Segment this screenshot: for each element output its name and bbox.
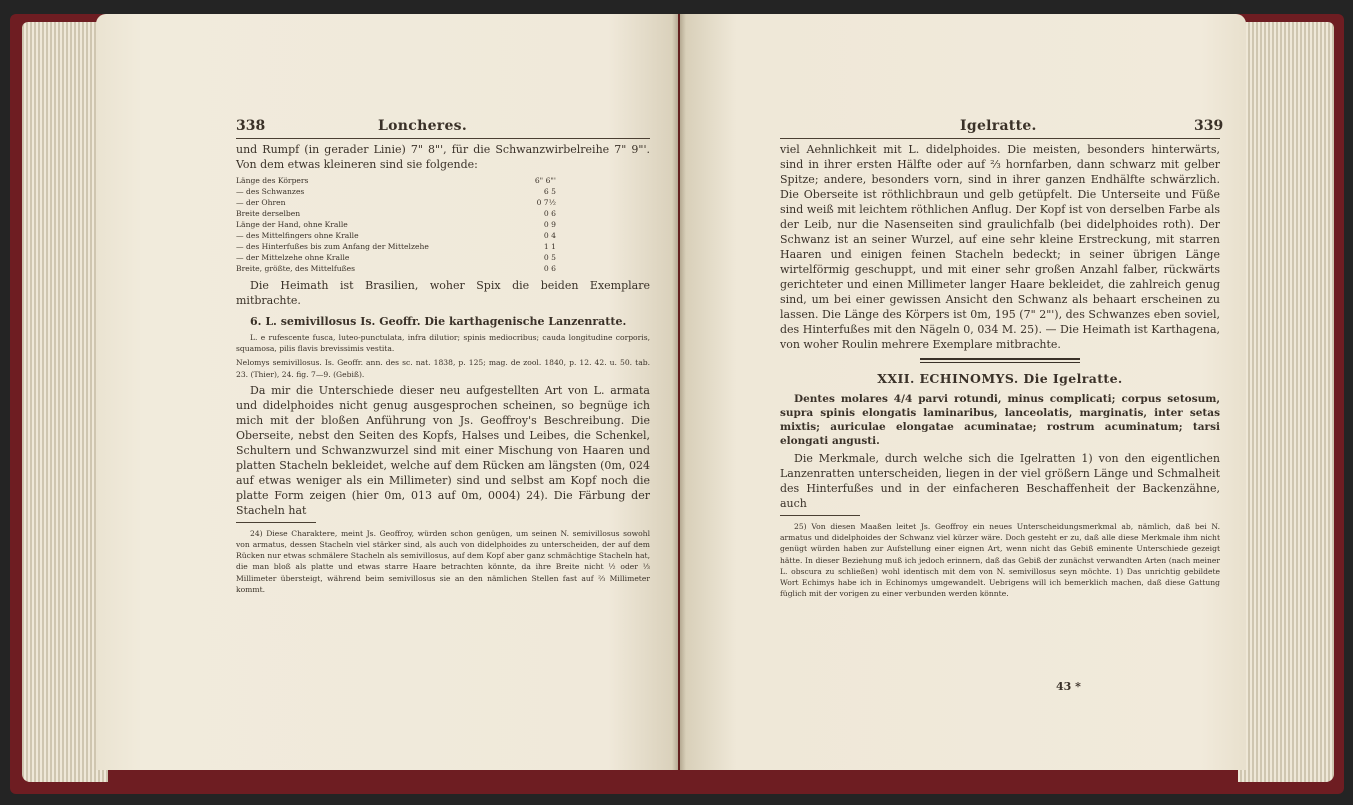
measurement-intro: und Rumpf (in gerader Linie) 7" 8"', für die Schwanzwirbelreihe 7" 9"'. Von dem etwas kleineren sind sie folgende: (236, 143, 650, 171)
measurement-row: Breite derselben 0 6 (236, 209, 556, 218)
left-running-head: Loncheres. (378, 118, 468, 134)
chapter-heading: XXII. ECHINOMYS. Die Igelratte. (877, 371, 1123, 386)
synonym-citation: Nelomys semivillosus. Is. Geoffr. ann. des sc. nat. 1838, p. 125; mag. de zool. 1840, p. 12. 42. u. 50. tab. 23. (Thier), 24. fig. 7—9. (Gebiß). (236, 358, 650, 379)
heimath-paragraph: Die Heimath ist Brasilien, woher Spix die beiden Exemplare mitbrachte. (236, 279, 650, 307)
right-text-block (780, 142, 1220, 602)
measurement-row: — des Schwanzes 6 5 (236, 187, 556, 196)
measurement-table (236, 175, 556, 274)
left-footnote-rule (236, 522, 316, 523)
latin-diagnosis: L. e rufescente fusca, luteo-punctulata, infra dilutior; spinis mediocribus; cauda longitudine corporis, squamosa, pilis flavis brevissimis vestita. (236, 333, 650, 354)
measurement-row: — des Mittelfingers ohne Kralle 0 4 (236, 231, 556, 240)
left-footnote: 24) Diese Charaktere, meint Js. Geoffroy, würden schon genügen, um seinen N. semivillosus sowohl von armatus, dessen Stacheln viel stärker sind, als auch von didelphoides zu unterscheiden, der auf dem Rücken nur etwas schmälere Stacheln als semivillosus, auf dem Kopf aber ganz schmächtige Stacheln hat, die man bloß als platte und etwas starre Haare betrachten könnte, da ihre Breite nicht ½ oder ⅓ Millimeter übersteigt, während beim semivillosus sie an den nämlichen Stellen fast auf ⅔ Millimeter kommt. (236, 528, 650, 594)
right-paragraph-1: viel Aehnlichkeit mit L. didelphoides. Die meisten, besonders hinterwärts, sind in ihrer ersten Hälfte oder auf ⅔ hornfarben, dann schwarz mit gelber Spitze; andere, besonders vorn, sind in ihrer ganzen Endhälfte schwärzlich. Die Oberseite ist röthlichbraun und gelb getüpfelt. Die Unterseite und Füße sind weiß mit leichtem röthlichen Anflug. Der Kopf ist von derselben Farbe als der Leib, nur die Nasenseiten sind graulichfalb (bei didelphoides roth). Der Schwanz ist an seiner Wurzel, auf eine sehr kleine Erstreckung, mit starren Haaren und einigen feinen Stacheln bedeckt; in seiner übrigen Länge wirtelförmig geschuppt, und mit einer sehr großen Anzahl falber, rückwärts gerichteter und einen Millimeter langer Haare bekleidet, die zahlreich genug sind, um bei einer gewissen Ansicht den Schwanz als behaart erscheinen zu lassen. Die Länge des Körpers ist 0m, 195 (7" 2"'), des Schwanzes eben soviel, des Hinterfußes mit den Nägeln 0, 034 M. 25). — Die Heimath ist Karthagena, von woher Roulin mehrere Exemplare mitbrachte. (780, 143, 1220, 351)
measurement-row: — der Ohren 0 7½ (236, 198, 556, 207)
left-page (96, 14, 678, 770)
left-text-block (236, 142, 650, 598)
right-head-rule (780, 138, 1220, 139)
left-body-paragraph: Da mir die Unterschiede dieser neu aufgestellten Art von L. armata und didelphoides nicht genug ausgesprochen scheinen, so begnüge ich mich mit der bloßen Anführung von Js. Geoffroy's Beschreibung. Die Oberseite, nebst den Seiten des Kopfs, Halses und Leibes, die Schenkel, Schultern und Schwanzwurzel sind mit einer Mischung von Haaren und platten Stacheln bekleidet, welche auf dem Rücken am längsten (0m, 024 auf etwas weniger als ein Millimeter) sind und selbst am Kopf noch die platte Form zeigen (hier 0m, 013 auf 0m, 0004) 24). Die Färbung der Stacheln hat (236, 383, 650, 517)
genus-diagnosis: Dentes molares 4/4 parvi rotundi, minus complicati; corpus setosum, supra spinis elongatis laminaribus, lanceolatis, marginatis, inter setas mixtis; auriculae elongatae acuminatae; rostrum acuminatum; tarsi elongati angusti. (780, 393, 1220, 447)
measurement-row: Länge der Hand, ohne Kralle 0 9 (236, 220, 556, 229)
book-gutter (672, 14, 686, 770)
right-running-head: Igelratte. (960, 118, 1037, 134)
right-footnote: 25) Von diesen Maaßen leitet Js. Geoffroy ein neues Unterscheidungsmerkmal ab, nämlich, daß bei N. armatus und didelphoides der Schwanz viel kürzer wäre. Doch gesteht er zu, daß alle diese Merkmale ihm nicht genügt würden haben zur Aufstellung einer eignen Art, wenn nicht das Gebiß eminente Unterschiede gezeigt hätte. In dieser Beziehung muß ich jedoch erinnern, daß das Gebiß der zunächst verwandten Arten (nach meiner L. obscura zu schließen) wohl identisch mit dem von N. semivillosus seyn möchte. 1) Das unrichtig gebildete Wort Echimys habe ich in Echinomys umgewandelt. Uebrigens will ich bemerklich machen, daß diese Gattung füglich mit der vorigen zu einer verbunden werden könnte. (780, 522, 1220, 599)
measurement-row: Breite, größte, des Mittelfußes 0 6 (236, 264, 556, 273)
measurement-row: — des Hinterfußes bis zum Anfang der Mittelzehe 1 1 (236, 242, 556, 251)
section-divider (920, 358, 1080, 363)
page-edges-right (1238, 22, 1334, 782)
left-page-number: 338 (236, 118, 266, 134)
right-page (680, 14, 1246, 770)
species-heading: 6. L. semivillosus Is. Geoffr. Die karthagenische Lanzenratte. (250, 315, 627, 328)
signature-mark: 43 * (1056, 680, 1081, 693)
measurement-row: — der Mittelzehe ohne Kralle 0 5 (236, 253, 556, 262)
left-head-rule (236, 138, 650, 139)
right-page-number: 339 (1194, 118, 1224, 134)
right-paragraph-2: Die Merkmale, durch welche sich die Igelratten 1) von den eigentlichen Lanzenratten unterscheiden, liegen in der viel größern Länge und Schmalheit des Hinterfußes und in der einfacheren Beschaffenheit der Backenzähne, auch (780, 452, 1220, 510)
measurement-row: Länge des Körpers 6" 6"' (236, 176, 556, 185)
right-footnote-rule (780, 515, 860, 516)
